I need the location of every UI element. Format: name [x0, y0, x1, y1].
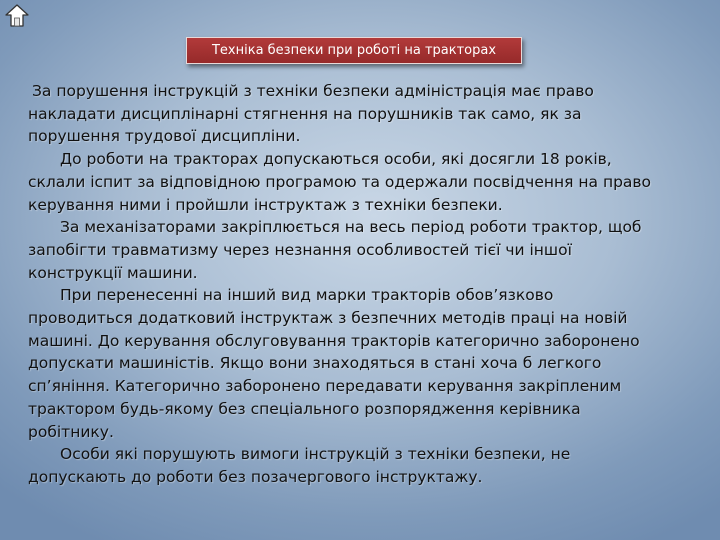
paragraph — [28, 80, 700, 148]
text-line: накладати дисциплінарні стягнення на порушників так само, як за — [28, 104, 582, 123]
text-line: склали іспит за відповідною програмою та одержали посвідчення на право — [28, 172, 652, 191]
text-line: трактором будь-якому без спеціального розпорядження керівника — [28, 399, 581, 418]
text-line: допускають до роботи без позачергового інструктажу. — [28, 467, 483, 486]
text-line: запобігти травматизму через незнання особливостей тієї чи іншої — [28, 240, 572, 259]
paragraph — [28, 216, 700, 284]
paragraph — [28, 284, 700, 443]
text-line: допускати машиністів. Якщо вони знаходяться в стані хоча б легкого — [28, 354, 602, 373]
text-line: порушення трудової дисципліни. — [28, 127, 301, 146]
slide-title: Техніка безпеки при роботі на тракторах — [186, 37, 522, 64]
text-line: За механізаторами закріплюється на весь період роботи трактор, щоб — [60, 218, 642, 237]
text-line: До роботи на тракторах допускаються особи, які досягли 18 років, — [60, 150, 612, 169]
text-line: проводиться додатковий інструктаж з безпечних методів праці на новій — [28, 309, 628, 328]
text-line: Особи які порушують вимоги інструкцій з техніки безпеки, не — [60, 445, 571, 464]
text-line: конструкції машини. — [28, 263, 198, 282]
text-line: машині. До керування обслуговування тракторів категорично заборонено — [28, 331, 640, 350]
paragraph — [28, 148, 700, 216]
text-line: сп’яніння. Категорично заборонено передавати керування закріпленим — [28, 377, 622, 396]
text-line: керування ними і пройшли інструктаж з техніки безпеки. — [28, 195, 503, 214]
text-line: При перенесенні на інший вид марки тракторів обов’язково — [60, 286, 554, 305]
paragraph — [28, 443, 700, 488]
home-arrow-icon[interactable] — [4, 3, 30, 29]
text-line: робітнику. — [28, 422, 114, 441]
slide-body — [28, 80, 700, 489]
text-line: За порушення інструкцій з техніки безпеки адміністрація має право — [32, 82, 594, 100]
